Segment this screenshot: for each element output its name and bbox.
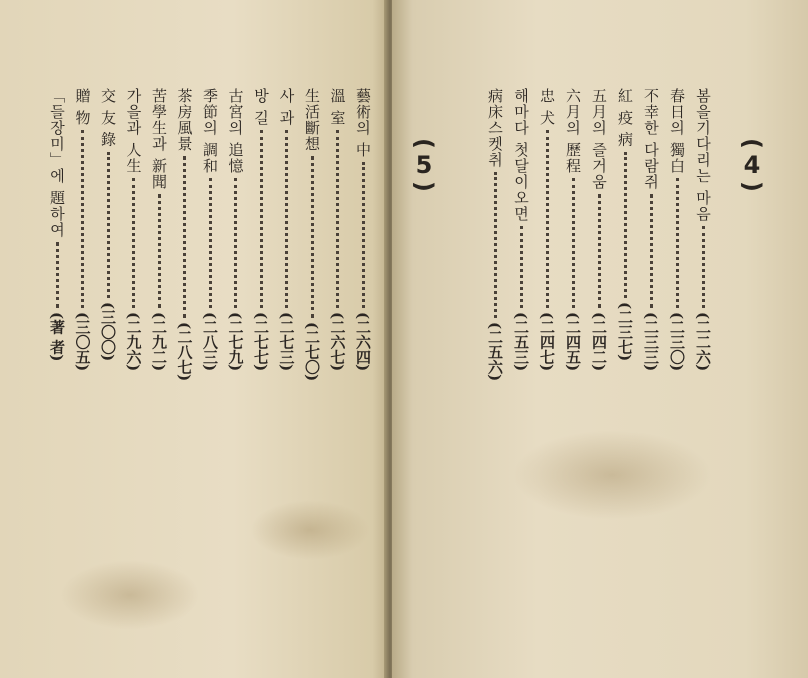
- toc-leader-dots: [494, 172, 497, 318]
- toc-entry-page-number: (二七三): [277, 311, 296, 371]
- toc-entry-page-number: (二七〇): [303, 322, 321, 382]
- toc-entry: [49, 88, 64, 361]
- toc-entry-page-number: (二九六): [124, 311, 143, 371]
- toc-entry-page-number: (二五三): [512, 311, 530, 371]
- toc-entry: [177, 88, 192, 381]
- toc-entry: [253, 88, 268, 371]
- toc-entry-title: 藝術의 中: [354, 88, 372, 158]
- paren-close: ): [738, 180, 766, 192]
- toc-entry-title: 苦學生과 新聞: [150, 88, 168, 190]
- toc-entry: [100, 88, 115, 361]
- toc-entry: [75, 88, 90, 371]
- toc-entry-page-number: (二七七): [252, 311, 270, 371]
- toc-entry: [565, 88, 580, 371]
- toc-entry: [330, 88, 345, 371]
- toc-entry-title: 交 友 錄: [99, 88, 117, 148]
- toc-leader-dots: [260, 130, 263, 308]
- toc-entry-page-number: (二三七): [616, 301, 634, 361]
- toc-leader-dots: [234, 178, 237, 308]
- toc-entry-title: 해마다 첫달이오면: [512, 88, 530, 222]
- toc-entry-title: 茶房風景: [175, 88, 194, 152]
- toc-entry: [669, 88, 684, 371]
- toc-entry-page-number: (二六四): [354, 311, 372, 371]
- toc-entry-title: 五月의 즐거움: [590, 88, 608, 190]
- toc-entry-title: 忠 犬: [538, 88, 556, 126]
- page-number-5: 5: [415, 150, 433, 179]
- water-stain: [512, 430, 712, 520]
- toc-entry-title: 季節의 調和: [201, 88, 219, 174]
- toc-leader-dots: [311, 156, 314, 318]
- toc-entry-page-number: (二三〇): [668, 311, 686, 371]
- toc-entry: [304, 88, 319, 381]
- paren-open: (: [410, 138, 438, 149]
- page-number-4: 4: [743, 150, 761, 179]
- paren-close: ): [410, 180, 438, 192]
- toc-entry: [617, 88, 632, 361]
- toc-entry: [643, 88, 658, 371]
- toc-entry-page-number: (二九二): [150, 311, 168, 371]
- toc-leader-dots: [676, 178, 679, 308]
- toc-entry-page-number: (二八三): [201, 311, 219, 371]
- toc-entry-page-number: (三〇〇): [99, 301, 117, 361]
- toc-entry: [487, 88, 502, 381]
- toc-entry-page-number: (三〇五): [73, 311, 92, 371]
- toc-leader-dots: [132, 178, 135, 308]
- toc-entry-page-number: (二七九): [226, 311, 245, 371]
- toc-entry-title: 病床스켓취: [486, 88, 504, 168]
- toc-leader-dots: [336, 130, 339, 308]
- toc-entry-page-number: (二四二): [590, 311, 608, 371]
- toc-leader-dots: [624, 152, 627, 298]
- toc-entry-title: 「들장미」에 題하여: [48, 88, 66, 238]
- toc-entry-page-number: (二四七): [538, 311, 556, 371]
- toc-entry: [279, 88, 294, 371]
- toc-entry: [202, 88, 217, 371]
- toc-entry: [539, 88, 554, 371]
- toc-entry-title: 生活斷想: [303, 88, 321, 152]
- toc-entry-title: 방 길: [252, 88, 270, 126]
- toc-leader-dots: [209, 178, 212, 308]
- toc-leader-dots: [546, 130, 549, 308]
- toc-entry-title: 春日의 獨白: [668, 88, 686, 174]
- toc-leader-dots: [107, 152, 110, 298]
- water-stain: [60, 560, 200, 630]
- toc-leader-dots: [285, 130, 288, 308]
- toc-entry-page-number: (二六七): [328, 311, 347, 371]
- toc-entry: [355, 88, 370, 371]
- toc-leader-dots: [598, 194, 601, 308]
- toc-entry-page-number: (二四五): [564, 311, 582, 371]
- toc-leader-dots: [81, 130, 84, 308]
- toc-leader-dots: [650, 194, 653, 308]
- toc-entry-page-number: (二三三): [642, 311, 660, 371]
- left-page: [0, 0, 388, 678]
- toc-entry: [228, 88, 243, 371]
- toc-entry-page-number: (著 者): [48, 311, 66, 362]
- water-stain: [250, 500, 370, 560]
- toc-entry: [695, 88, 710, 371]
- toc-leader-dots: [183, 156, 186, 318]
- toc-leader-dots: [362, 162, 365, 308]
- toc-entry: [591, 88, 606, 371]
- toc-entry-title: 봄을기다리는 마음: [694, 88, 712, 222]
- toc-entry-title: 溫 室: [328, 88, 347, 126]
- toc-leader-dots: [702, 226, 705, 308]
- toc-entry-title: 古宮의 追憶: [226, 88, 245, 174]
- toc-entry: [513, 88, 528, 371]
- toc-leader-dots: [158, 194, 161, 308]
- toc-entry-page-number: (二五六): [486, 322, 504, 382]
- toc-leader-dots: [56, 242, 59, 308]
- paren-open: (: [738, 138, 766, 149]
- toc-entry: [126, 88, 141, 371]
- toc-entry-title: 贈 物: [73, 88, 92, 126]
- toc-entry-title: 가을과 人生: [124, 88, 143, 174]
- right-page: [392, 0, 808, 678]
- toc-leader-dots: [572, 178, 575, 308]
- toc-entry: [151, 88, 166, 371]
- page-number-left-marker: [412, 138, 436, 192]
- toc-entry-title: 사 과: [277, 88, 296, 126]
- page-number-right-marker: [740, 138, 764, 192]
- toc-entry-page-number: (二二六): [694, 311, 712, 371]
- toc-entry-title: 不幸한 다람쥐: [642, 88, 660, 190]
- toc-entry-title: 紅 疫 病: [616, 88, 634, 148]
- toc-entry-title: 六月의 歷程: [564, 88, 582, 174]
- toc-leader-dots: [520, 226, 523, 308]
- toc-entry-page-number: (二八七): [175, 322, 194, 382]
